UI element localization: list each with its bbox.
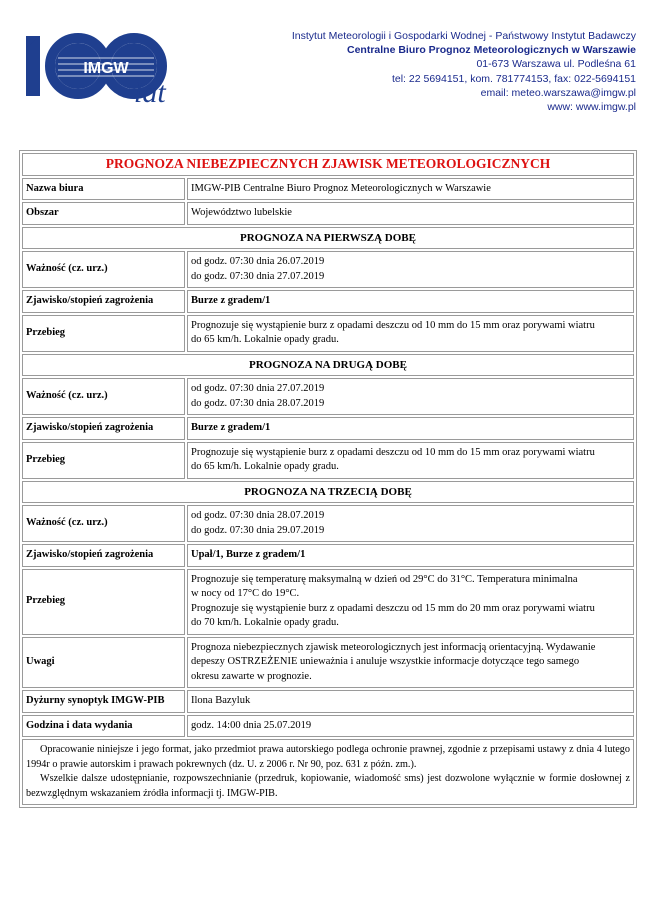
- day1-course: [187, 315, 634, 352]
- day3-validity-from: od godz. 07:30 dnia 28.07.2019: [191, 510, 325, 521]
- day3-course-line: Prognozuje się temperaturę maksymalną w dzień od 29°C do 31°C. Temperatura minimalna: [191, 573, 578, 585]
- day3-heading: PROGNOZA NA TRZECIĄ DOBĘ: [22, 481, 634, 504]
- bureau-name: Centralne Biuro Prognoz Meteorologicznych w Warszawie: [347, 44, 636, 57]
- institute-name: Instytut Meteorologii i Gospodarki Wodnej - Państwowy Instytut Badawczy: [291, 30, 636, 42]
- logo-badge: IMGW: [83, 60, 129, 77]
- day2-validity-to: do godz. 07:30 dnia 28.07.2019: [191, 397, 325, 409]
- day3-validity: [187, 505, 634, 542]
- day2-validity-label: Ważność (cz. urz.): [22, 378, 185, 415]
- synoptic-value: Ilona Bazyluk: [187, 690, 634, 713]
- copyright-paragraph-2: Wszelkie dalsze udostępnianie, rozpowszechnianie (przedruk, kopiowanie, wiadomość sms) jest dozwolone wyłącznie w formie dosłownej z bezwzględnym wskazaniem źródła informacji tj. IMGW-PIB.: [26, 773, 630, 799]
- remarks: [187, 637, 634, 689]
- day3-course-line: w nocy od 17°C do 19°C.: [191, 588, 300, 599]
- remarks-line: depeszy OSTRZEŻENIE unieważnia i anuluje wszystkie informacje dotyczące tego samego: [191, 656, 580, 667]
- imgw-100-years-logo: [22, 28, 192, 108]
- day2-phenomenon-label: Zjawisko/stopień zagrożenia: [22, 417, 185, 440]
- address: 01-673 Warszawa ul. Podleśna 61: [476, 58, 636, 71]
- day1-heading: PROGNOZA NA PIERWSZĄ DOBĘ: [22, 227, 634, 250]
- day2-heading: PROGNOZA NA DRUGĄ DOBĘ: [22, 354, 634, 377]
- area-label: Obszar: [22, 202, 185, 225]
- day3-course-line: Prognozuje się wystąpienie burz z opadami deszczu od 15 mm do 20 mm oraz porywami wiatru: [191, 602, 595, 614]
- day3-course: [187, 569, 634, 635]
- svg-text:lat: lat: [134, 76, 166, 108]
- issued-value: godz. 14:00 dnia 25.07.2019: [187, 715, 634, 738]
- day2-phenomenon-value: Burze z gradem/1: [187, 417, 634, 440]
- day3-course-line: do 70 km/h. Lokalnie opady gradu.: [191, 617, 339, 628]
- phone: tel: 22 5694151, kom. 781774153, fax: 022-5694151: [391, 72, 636, 85]
- email[interactable]: email: meteo.warszawa@imgw.pl: [480, 86, 636, 99]
- day1-validity-label: Ważność (cz. urz.): [22, 251, 185, 288]
- forecast-title: PROGNOZA NIEBEZPIECZNYCH ZJAWISK METEOROLOGICZNYCH: [22, 153, 634, 176]
- forecast-table: [19, 150, 637, 808]
- website[interactable]: www: www.imgw.pl: [547, 101, 636, 114]
- day3-validity-to: do godz. 07:30 dnia 29.07.2019: [191, 524, 325, 536]
- day2-course: [187, 442, 634, 479]
- remarks-line: Prognoza niebezpiecznych zjawisk meteorologicznych jest informacją orientacyjną. Wydawanie: [191, 641, 596, 653]
- day1-phenomenon-value: Burze z gradem/1: [187, 290, 634, 313]
- copyright-notice: [22, 739, 634, 805]
- day1-course-label: Przebieg: [22, 315, 185, 352]
- day1-course-line: do 65 km/h. Lokalnie opady gradu.: [191, 334, 339, 345]
- day2-validity-from: od godz. 07:30 dnia 27.07.2019: [191, 383, 325, 394]
- synoptic-label: Dyżurny synoptyk IMGW-PIB: [22, 690, 185, 713]
- issued-label: Godzina i data wydania: [22, 715, 185, 738]
- day1-validity-from: od godz. 07:30 dnia 26.07.2019: [191, 256, 325, 267]
- institute-info: [292, 29, 636, 114]
- area-value: Województwo lubelskie: [187, 202, 634, 225]
- day1-validity-to: do godz. 07:30 dnia 27.07.2019: [191, 270, 325, 282]
- office-value: IMGW-PIB Centralne Biuro Prognoz Meteorologicznych w Warszawie: [187, 178, 634, 201]
- copyright-paragraph-1: Opracowanie niniejsze i jego format, jako przedmiot prawa autorskiego podlega ochronie prawnej, zgodnie z przepisami ustawy z dnia 4 lutego 1994r o prawie autorskim i prawach pokrewnych (dz. U. z 2006 r. Nr 90, poz. 631 z późn. zm.).: [26, 744, 630, 770]
- day3-phenomenon-label: Zjawisko/stopień zagrożenia: [22, 544, 185, 567]
- letterhead: [0, 0, 658, 130]
- day2-course-line: do 65 km/h. Lokalnie opady gradu.: [191, 461, 339, 472]
- day1-phenomenon-label: Zjawisko/stopień zagrożenia: [22, 290, 185, 313]
- day2-validity: [187, 378, 634, 415]
- day1-validity: [187, 251, 634, 288]
- day2-course-line: Prognozuje się wystąpienie burz z opadami deszczu od 10 mm do 15 mm oraz porywami wiatru: [191, 446, 595, 458]
- remarks-label: Uwagi: [22, 637, 185, 689]
- day3-course-label: Przebieg: [22, 569, 185, 635]
- day1-course-line: Prognozuje się wystąpienie burz z opadami deszczu od 10 mm do 15 mm oraz porywami wiatru: [191, 319, 595, 331]
- day2-course-label: Przebieg: [22, 442, 185, 479]
- office-label: Nazwa biura: [22, 178, 185, 201]
- day3-phenomenon-value: Upał/1, Burze z gradem/1: [187, 544, 634, 567]
- remarks-line: okresu zawarte w prognozie.: [191, 670, 312, 682]
- day3-validity-label: Ważność (cz. urz.): [22, 505, 185, 542]
